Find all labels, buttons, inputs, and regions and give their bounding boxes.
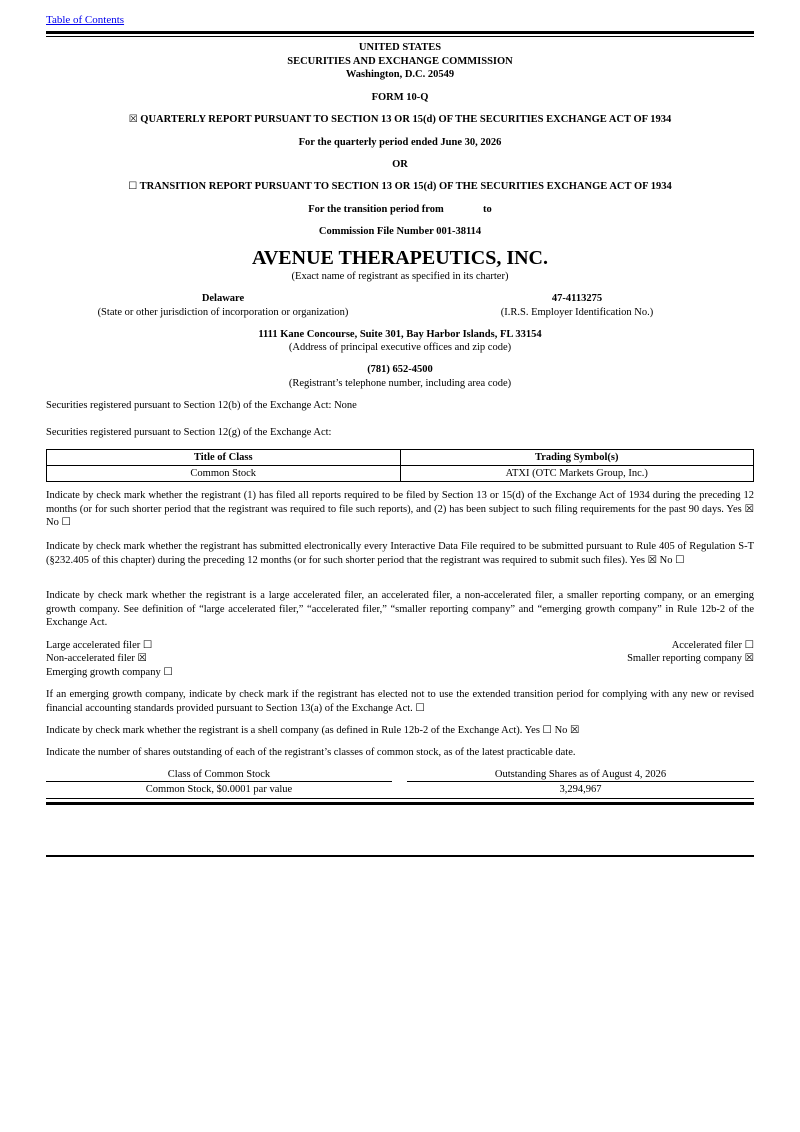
commission-file-number: Commission File Number 001-38114: [318, 226, 482, 237]
agency-line-2: SECURITIES AND EXCHANGE COMMISSION: [287, 56, 513, 67]
large-accelerated-filer: Large accelerated filer ☐: [46, 640, 153, 651]
shares-class-value: Common Stock, $0.0001 par value: [145, 784, 293, 795]
title-of-class-cell: Common Stock: [47, 466, 401, 482]
telephone-caption: (Registrant’s telephone number, including area code): [288, 378, 512, 389]
smaller-reporting-company: Smaller reporting company ☒: [627, 653, 754, 664]
trading-symbol-header: Trading Symbol(s): [400, 450, 754, 466]
shares-outstanding-header: Outstanding Shares as of August 4, 2026: [494, 769, 667, 780]
principal-address: 1111 Kane Concourse, Suite 301, Bay Harbor Islands, FL 33154: [258, 329, 542, 340]
registrant-name: AVENUE THERAPEUTICS, INC.: [252, 247, 548, 269]
transition-report-line: [46, 180, 754, 194]
shares-col1-underline: [46, 781, 392, 782]
shares-intro-paragraph: Indicate the number of shares outstanding of each of the registrant’s classes of common stock, as of the latest practicable date.: [46, 747, 576, 758]
section-12b-text: Securities registered pursuant to Section 12(b) of the Exchange Act: None: [46, 400, 357, 411]
securities-table: [46, 449, 754, 482]
address-caption: (Address of principal executive offices and zip code): [288, 342, 512, 353]
table-row: [47, 466, 754, 482]
filer-type-paragraph: Indicate by check mark whether the registrant is a large accelerated filer, an accelerated filer, a non-accelerated filer, a smaller reporting company, or an emerging growth company. See definition of “large accelerated filer,” “accelerated filer,” “smaller reporting company” and “emerging growth company” in Rule 12b-2 of the Exchange Act.: [46, 590, 754, 629]
trading-symbol-cell: ATXI (OTC Markets Group, Inc.): [400, 466, 754, 482]
quarterly-checkbox: ☒: [128, 114, 138, 125]
form-type: FORM 10-Q: [371, 92, 429, 103]
quarterly-report-line: [46, 113, 754, 127]
filer-row-1: [46, 639, 754, 653]
transition-from-text: For the transition period from: [308, 204, 444, 215]
shares-class-header: Class of Common Stock: [167, 769, 271, 780]
shell-company-paragraph: Indicate by check mark whether the registrant is a shell company (as defined in Rule 12b-2 of the Exchange Act). Yes ☐ No ☒: [46, 725, 580, 736]
section-12g-text: Securities registered pursuant to Section 12(g) of the Exchange Act:: [46, 427, 332, 438]
interactive-data-paragraph: Indicate by check mark whether the registrant has submitted electronically every Interactive Data File required to be submitted pursuant to Rule 405 of Regulation S-T (§232.405 of this chapter) during the preceding 12 months (or for such shorter period that the registrant was required to submit such files). Yes ☒ No ☐: [46, 541, 754, 566]
emerging-transition-paragraph: If an emerging growth company, indicate by check mark if the registrant has elected not to use the extended transition period for complying with any new or revised financial accounting standards provided pursuant to Section 13(a) of the Exchange Act. ☐: [46, 689, 754, 714]
non-accelerated-filer: Non-accelerated filer ☒: [46, 653, 147, 664]
transition-period: [46, 203, 754, 217]
transition-report-text: TRANSITION REPORT PURSUANT TO SECTION 13 OR 15(d) OF THE SECURITIES EXCHANGE ACT OF 1934: [139, 181, 672, 192]
agency-line-1: UNITED STATES: [358, 42, 442, 53]
transition-checkbox: ☐: [128, 181, 138, 192]
emerging-growth-company: Emerging growth company ☐: [46, 667, 173, 678]
ein-number: 47-4113275: [551, 293, 603, 304]
or-text: OR: [392, 159, 408, 170]
accelerated-filer: Accelerated filer ☐: [671, 640, 754, 651]
top-rule: [46, 31, 754, 34]
table-of-contents-link[interactable]: Table of Contents: [46, 14, 125, 26]
state-caption: (State or other jurisdiction of incorporation or organization): [97, 306, 349, 318]
transition-to-text: to: [483, 204, 492, 215]
top-rule-thin: [46, 36, 754, 37]
securities-table-header: [47, 450, 754, 466]
page-end-rule: [46, 855, 754, 857]
ein-caption: (I.R.S. Employer Identification No.): [500, 306, 654, 318]
bottom-rule-thin: [46, 798, 754, 799]
telephone-number: (781) 652-4500: [367, 364, 433, 375]
title-of-class-header: Title of Class: [47, 450, 401, 466]
bottom-rule: [46, 802, 754, 805]
quarterly-period: For the quarterly period ended June 30, 2026: [298, 137, 502, 148]
registrant-name-caption: (Exact name of registrant as specified in its charter): [291, 271, 509, 282]
filed-reports-paragraph: Indicate by check mark whether the registrant (1) has filed all reports required to be filed by Section 13 or 15(d) of the Exchange Act of 1934 during the preceding 12 months (or for such shorter period that the registrant was required to file such reports), and (2) has been subject to such filing requirements for the past 90 days. Yes ☒ No ☐: [46, 490, 754, 529]
state-of-incorporation: Delaware: [201, 293, 245, 304]
shares-outstanding-value: 3,294,967: [559, 784, 602, 795]
filer-row-2: [46, 652, 754, 666]
agency-line-3: Washington, D.C. 20549: [345, 69, 455, 80]
shares-col2-underline: [407, 781, 754, 782]
quarterly-report-text: QUARTERLY REPORT PURSUANT TO SECTION 13 OR 15(d) OF THE SECURITIES EXCHANGE ACT OF 1934: [140, 114, 672, 125]
